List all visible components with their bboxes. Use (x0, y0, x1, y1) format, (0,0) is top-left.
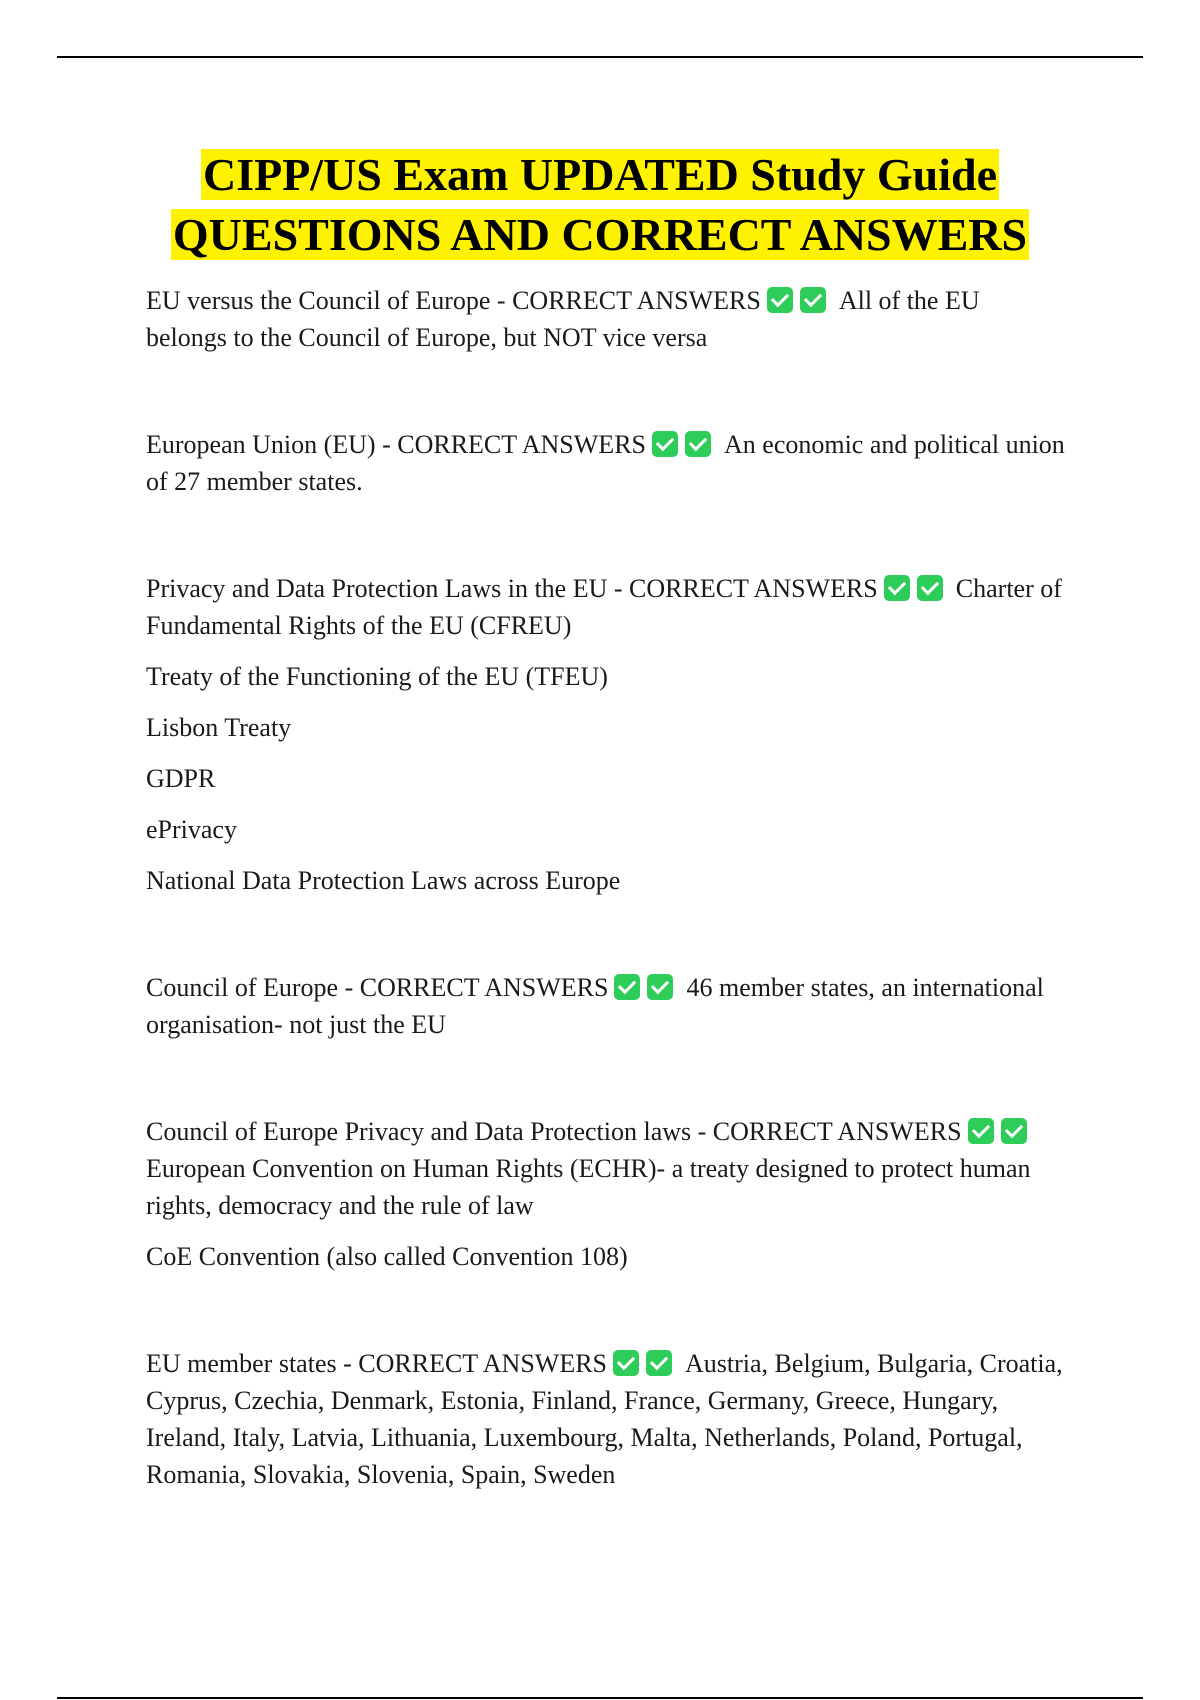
top-divider (57, 56, 1143, 58)
green-checkmark-icon (652, 431, 678, 457)
check-icons (614, 973, 680, 1002)
green-checkmark-icon (1001, 1118, 1027, 1144)
green-checkmark-icon (646, 1350, 672, 1376)
answer-text: An economic and political union of 27 member states. (146, 430, 1065, 496)
page-title (0, 145, 1200, 265)
green-checkmark-icon (614, 974, 640, 1000)
answer-text: European Convention on Human Rights (ECHR)- a treaty designed to protect human rights, democracy and the rule of law (146, 1154, 1031, 1220)
answer-text: Austria, Belgium, Bulgaria, Croatia, Cyprus, Czechia, Denmark, Estonia, Finland, France, Germany, Greece, Hungary, Ireland, Italy, Latvia, Lithuania, Luxembourg, Malta, Netherlands, Poland, Portugal, Romania, Slovakia, Slovenia, Spain, Sweden (146, 1349, 1063, 1489)
qa-entry (146, 426, 1066, 500)
answer-line: ePrivacy (146, 815, 237, 844)
answer-text: 46 member states, an international organisation- not just the EU (146, 973, 1044, 1039)
check-icons (652, 430, 718, 459)
answer-text: Charter of Fundamental Rights of the EU (CFREU) (146, 574, 1062, 640)
qa-entry (146, 1113, 1066, 1275)
qa-entry (146, 969, 1066, 1043)
qa-entry (146, 570, 1066, 899)
check-icons (968, 1117, 1034, 1146)
qa-list (146, 282, 1066, 1493)
qa-entry (146, 282, 1066, 356)
answer-text: All of the EU belongs to the Council of Europe, but NOT vice versa (146, 286, 980, 352)
answer-line: CoE Convention (also called Convention 108) (146, 1242, 628, 1271)
question-text: EU member states - CORRECT ANSWERS (146, 1349, 608, 1378)
title-line-2: QUESTIONS AND CORRECT ANSWERS (172, 209, 1028, 260)
question-text: Privacy and Data Protection Laws in the EU - CORRECT ANSWERS (146, 574, 878, 603)
question-text: Council of Europe Privacy and Data Protection laws - CORRECT ANSWERS (146, 1117, 962, 1146)
answer-line: Treaty of the Functioning of the EU (TFEU) (146, 662, 608, 691)
check-icons (884, 574, 950, 603)
answer-line: National Data Protection Laws across Europe (146, 866, 621, 895)
green-checkmark-icon (767, 287, 793, 313)
green-checkmark-icon (685, 431, 711, 457)
green-checkmark-icon (968, 1118, 994, 1144)
answer-line: Lisbon Treaty (146, 713, 292, 742)
green-checkmark-icon (613, 1350, 639, 1376)
question-text: European Union (EU) - CORRECT ANSWERS (146, 430, 646, 459)
title-line-1: CIPP/US Exam UPDATED Study Guide (202, 149, 998, 200)
green-checkmark-icon (800, 287, 826, 313)
answer-line: GDPR (146, 764, 216, 793)
question-text: EU versus the Council of Europe - CORRECT ANSWERS (146, 286, 761, 315)
qa-entry (146, 1345, 1066, 1493)
check-icons (613, 1349, 679, 1378)
green-checkmark-icon (884, 575, 910, 601)
question-text: Council of Europe - CORRECT ANSWERS (146, 973, 609, 1002)
bottom-divider (57, 1697, 1143, 1699)
check-icons (767, 286, 833, 315)
green-checkmark-icon (647, 974, 673, 1000)
green-checkmark-icon (917, 575, 943, 601)
